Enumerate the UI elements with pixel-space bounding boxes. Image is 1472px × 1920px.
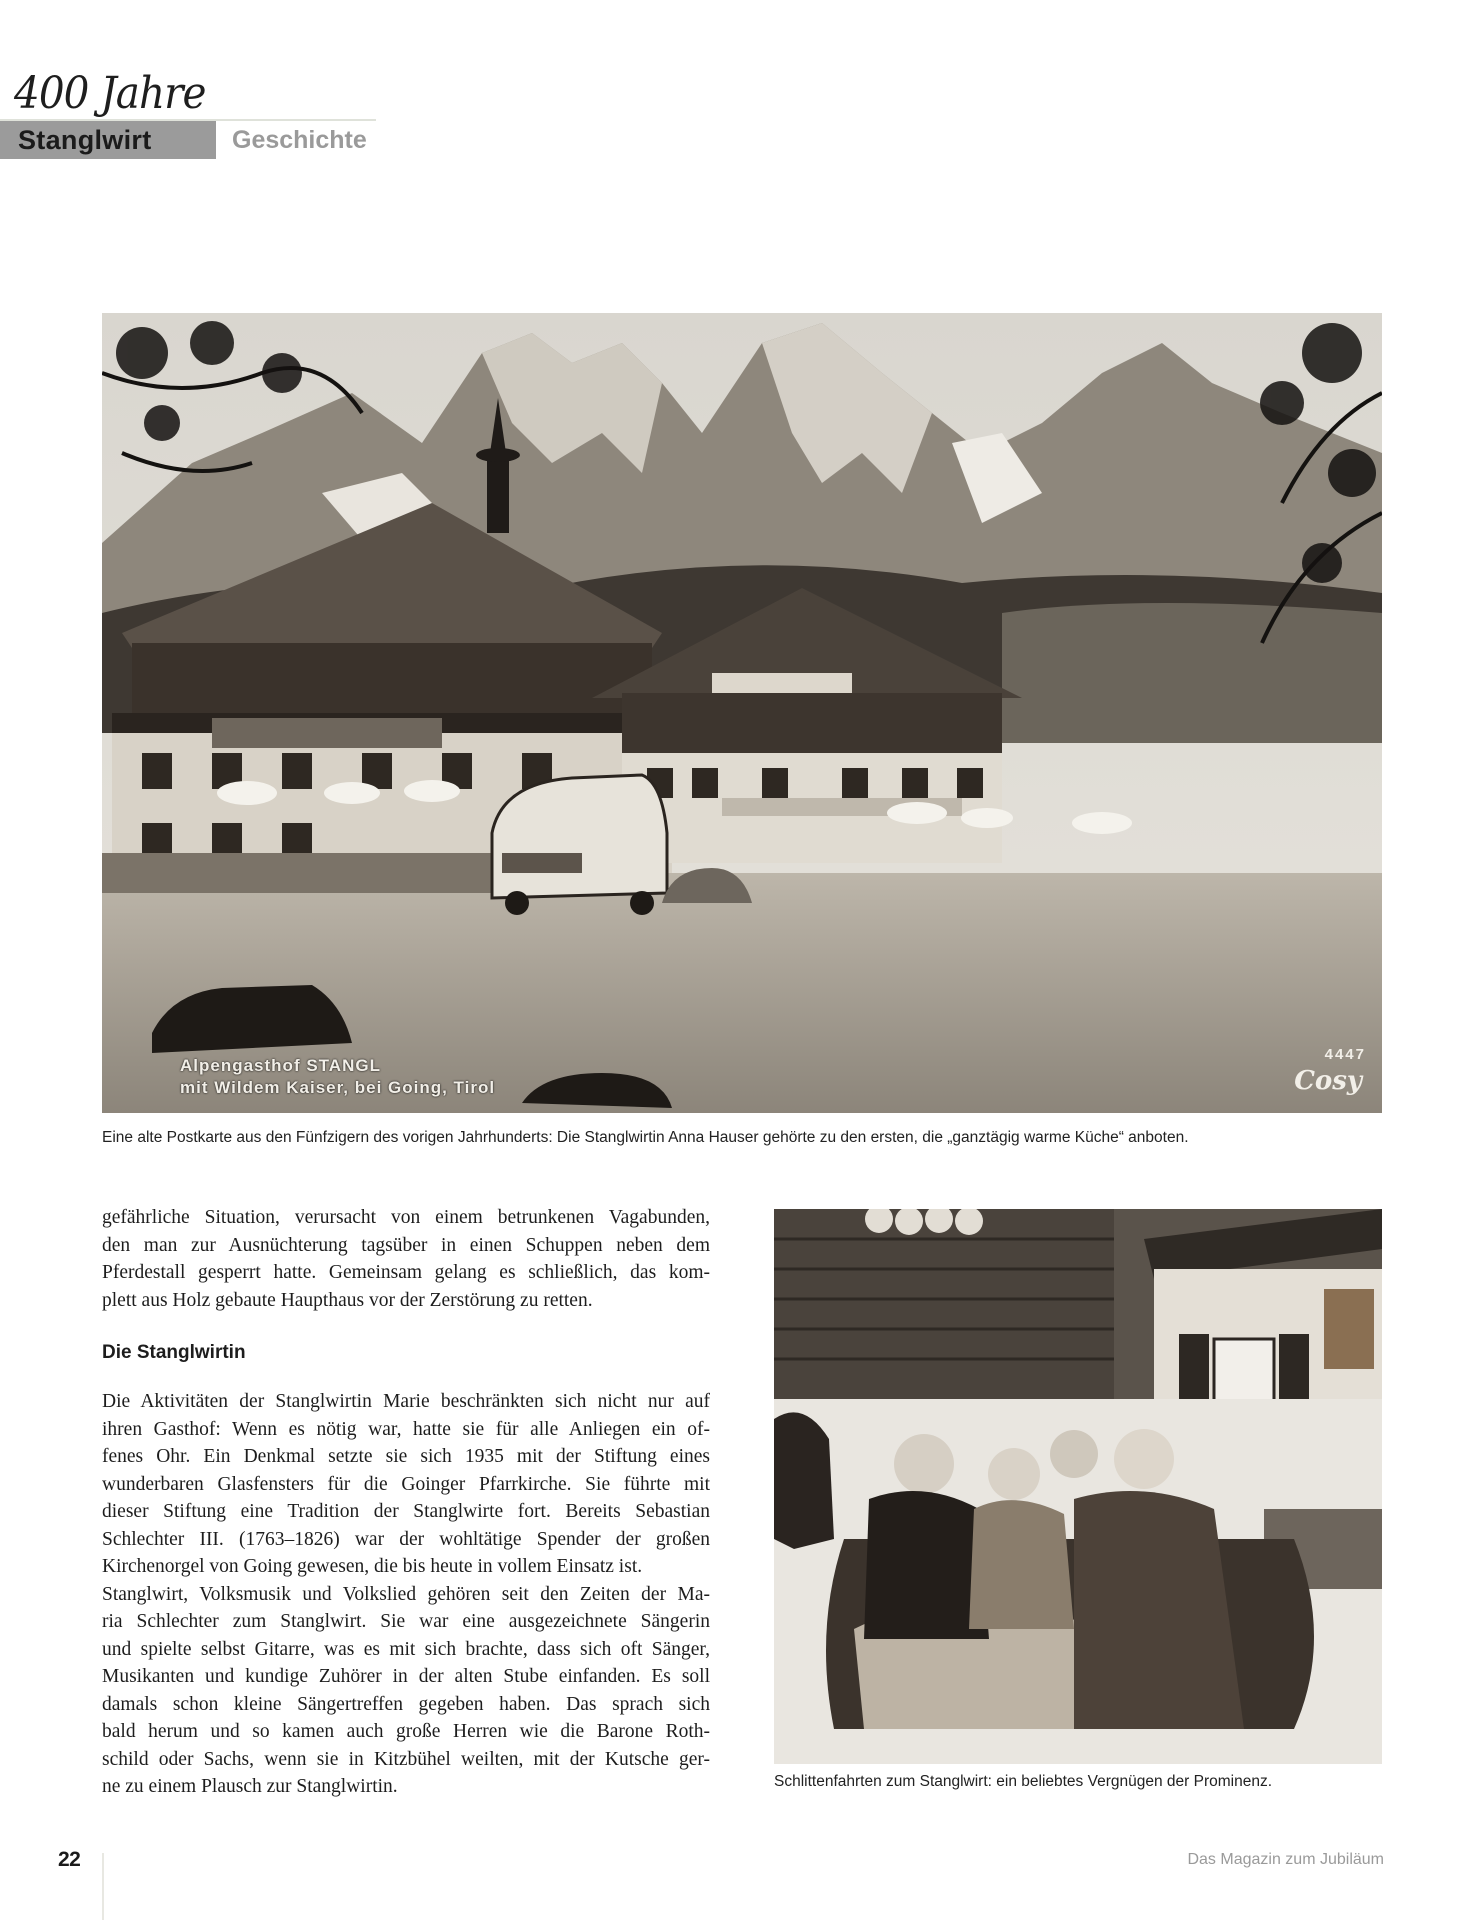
brand-title: Stanglwirt — [18, 125, 152, 155]
text-line: ria Schlechter zum Stanglwirt. Sie war eine ausgezeichnete Sängerin — [102, 1611, 710, 1632]
intro-paragraph — [102, 1204, 710, 1314]
text-line: fenes Ohr. Ein Denkmal setzte sie sich 1935 mit der Stiftung eines — [102, 1446, 710, 1467]
postcard-overlay-line1: Alpengasthof STANGL — [180, 1056, 381, 1075]
text-line: plett aus Holz gebaute Haupthaus vor der Zerstörung zu retten. — [102, 1289, 593, 1311]
sleigh-image — [774, 1209, 1382, 1764]
text-line: und spielte selbst Gitarre, was es mit sich brachte, dass sich oft Sänger, — [102, 1638, 710, 1660]
section-subheading: Die Stanglwirtin — [102, 1342, 246, 1363]
text-line: dieser Stiftung eine Tradition der Stanglwirte fort. Bereits Sebastian — [102, 1501, 710, 1522]
text-line: ne zu einem Plausch zur Stanglwirtin. — [102, 1776, 398, 1797]
text-line: wunderbaren Glasfensters für die Goinger Pfarrkirche. Sie führte mit — [102, 1473, 710, 1495]
text-line: schild oder Sachs, wenn sie in Kitzbühel weilten, mit der Kutsche ger- — [102, 1748, 710, 1770]
postcard-number: 4447 — [1324, 1046, 1366, 1063]
sleigh-caption: Schlittenfahrten zum Stanglwirt: ein beliebtes Vergnügen der Prominenz. — [774, 1773, 1273, 1790]
postcard-photo — [102, 313, 1382, 1113]
text-line: gefährliche Situation, verursacht von einem betrunkenen Vagabunden, — [102, 1207, 710, 1228]
page-number: 22 — [58, 1848, 81, 1871]
section-title: Geschichte — [232, 126, 367, 154]
postcard-caption: Eine alte Postkarte aus den Fünfzigern des vorigen Jahrhunderts: Die Stanglwirtin Anna Hauser gehörte zu den ersten, die „ganztägig warme Küche“ anboten. — [102, 1129, 1189, 1146]
series-script-title: 400 Jahre — [14, 68, 206, 119]
postcard-overlay-text — [180, 1055, 495, 1099]
text-line: den man zur Ausnüchterung tagsüber in einen Schuppen neben dem — [102, 1234, 710, 1256]
text-line: Die Aktivitäten der Stanglwirtin Marie beschränkten sich nicht nur auf — [102, 1391, 710, 1412]
body-paragraph — [102, 1388, 710, 1801]
article-column — [102, 1204, 710, 1801]
publication-title: Das Magazin zum Jubiläum — [1187, 1851, 1384, 1868]
text-line: bald herum und so kamen auch große Herren wie die Barone Roth- — [102, 1721, 710, 1742]
folio-divider — [102, 1853, 104, 1920]
text-line: Musikanten und kundige Zuhörer in der alten Stube einfanden. Es soll — [102, 1666, 710, 1687]
text-line: Schlechter III. (1763–1826) war der wohltätige Spender der großen — [102, 1528, 710, 1550]
sleigh-photo — [774, 1209, 1382, 1764]
postcard-publisher-logo: Cosy — [1294, 1066, 1362, 1096]
text-line: damals schon kleine Sängertreffen gegeben haben. Das sprach sich — [102, 1693, 710, 1715]
postcard-image — [102, 313, 1382, 1113]
text-line: Pferdestall gesperrt hatte. Gemeinsam gelang es schließlich, das kom- — [102, 1262, 710, 1283]
text-line: Kirchenorgel von Going gewesen, die bis heute in vollem Einsatz ist. — [102, 1556, 643, 1577]
text-line: ihren Gasthof: Wenn es nötig war, hatte sie für alle Anliegen ein of- — [102, 1418, 710, 1440]
text-line: Stanglwirt, Volksmusik und Volkslied gehören seit den Zeiten der Ma- — [102, 1583, 710, 1605]
postcard-overlay-line2: mit Wildem Kaiser, bei Going, Tirol — [180, 1078, 496, 1097]
